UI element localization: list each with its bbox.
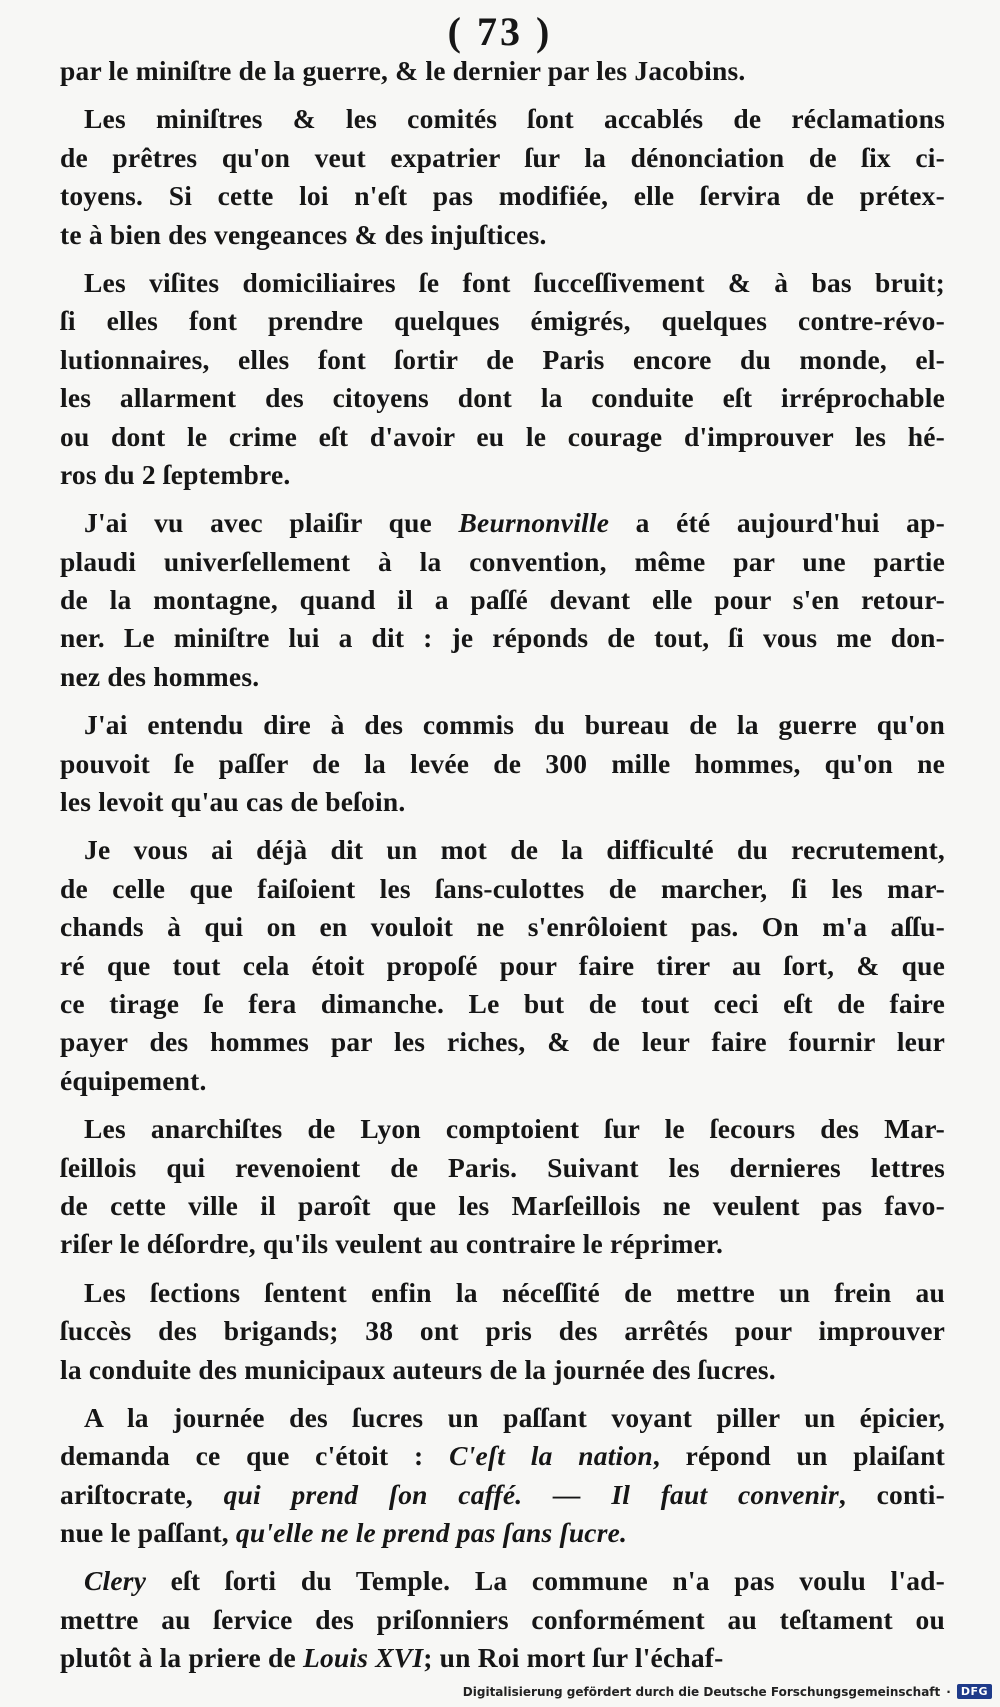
text-segment: ſi elles font prendre quelques émigrés, quelques contre-révo-	[60, 305, 945, 337]
paragraph-gap	[60, 821, 945, 831]
text-line	[60, 1399, 945, 1437]
text-line	[60, 1514, 945, 1552]
paragraph-gap	[60, 494, 945, 504]
text-segment: Les ſections ſentent enfin la néceſſité de mettre un frein au	[84, 1276, 945, 1308]
text-line	[60, 1639, 945, 1677]
text-segment: ner. Le miniſtre lui a dit : je réponds de tout, ſi vous me don-	[60, 622, 945, 654]
italic-text: Clery	[84, 1565, 147, 1597]
text-segment: te à bien des vengeances & des injuſtices.	[60, 218, 547, 250]
text-segment: la conduite des municipaux auteurs de la journée des ſucres.	[60, 1353, 776, 1385]
italic-text: qu'elle ne le prend pas ſans ſucre.	[235, 1517, 628, 1549]
italic-text: qui prend ſon caffé. — Il faut convenir	[223, 1478, 839, 1510]
text-line	[60, 504, 945, 542]
text-segment: de celle que faiſoient les ſans-culottes de marcher, ſi les mar-	[60, 872, 945, 904]
text-line	[60, 1225, 945, 1263]
text-segment: ré que tout cela étoit propoſé pour faire tirer au ſort, & que	[60, 949, 945, 981]
text-line	[60, 264, 945, 302]
text-line	[60, 177, 945, 215]
text-line	[60, 1562, 945, 1600]
text-line	[60, 1110, 945, 1148]
paragraph	[60, 264, 945, 494]
text-segment: plaudi univerſellement à la convention, même par une partie	[60, 545, 945, 577]
paragraph	[60, 1399, 945, 1553]
credit-text: Digitalisierung gefördert durch die Deutsche Forschungsgemeinschaft	[462, 1684, 941, 1699]
text-line	[60, 100, 945, 138]
paragraph-gap	[60, 254, 945, 264]
text-line	[60, 706, 945, 744]
text-line	[60, 1062, 945, 1100]
text-segment: ſeillois qui revenoient de Paris. Suivant les dernieres lettres	[60, 1151, 945, 1183]
text-segment: ou dont le crime eſt d'avoir eu le courage d'improuver les hé-	[60, 420, 945, 452]
paragraph-gap	[60, 90, 945, 100]
credit-separator: ·	[946, 1684, 951, 1699]
paragraph	[60, 100, 945, 254]
text-line	[60, 1187, 945, 1225]
paragraph-gap	[60, 1552, 945, 1562]
text-line	[60, 947, 945, 985]
text-segment: , répond un plaiſant	[652, 1440, 945, 1472]
text-line	[60, 783, 945, 821]
paragraph	[60, 831, 945, 1100]
text-segment: de prêtres qu'on veut expatrier ſur la dénonciation de ſix ci-	[60, 141, 945, 173]
text-line	[60, 619, 945, 657]
text-line	[60, 543, 945, 581]
text-segment: Je vous ai déjà dit un mot de la difficulté du recrutement,	[84, 834, 945, 866]
text-line	[60, 581, 945, 619]
body-text	[60, 52, 945, 1678]
text-segment: nez des hommes.	[60, 660, 260, 692]
text-segment: équipement.	[60, 1064, 207, 1096]
text-segment: eſt ſorti du Temple. La commune n'a pas voulu l'ad-	[146, 1565, 945, 1597]
text-line	[60, 985, 945, 1023]
text-segment: les levoit qu'au cas de beſoin.	[60, 786, 406, 818]
italic-text: Louis XVI	[302, 1642, 424, 1674]
text-segment: a été aujourd'hui ap-	[609, 507, 945, 539]
text-segment: Les anarchiſtes de Lyon comptoient ſur le ſecours des Mar-	[84, 1113, 945, 1145]
text-line	[60, 1351, 945, 1389]
paragraph	[60, 1110, 945, 1264]
paragraph	[60, 706, 945, 821]
text-segment: J'ai vu avec plaiſir que	[84, 507, 459, 539]
italic-text: C'eſt la nation	[449, 1440, 653, 1472]
text-segment: ce tirage ſe fera dimanche. Le but de tout ceci eſt de faire	[60, 987, 945, 1019]
text-line	[60, 1601, 945, 1639]
text-line	[60, 456, 945, 494]
text-line	[60, 870, 945, 908]
text-line	[60, 418, 945, 456]
italic-text: Beurnonville	[458, 507, 610, 539]
text-segment: mettre au ſervice des priſonniers conformément au teſtament ou	[60, 1603, 945, 1635]
text-segment: par le miniſtre de la guerre, & le dernier par les Jacobins.	[60, 55, 746, 86]
text-line	[60, 52, 945, 90]
text-line	[60, 379, 945, 417]
text-segment: Les miniſtres & les comités ſont accablés de réclamations	[84, 103, 945, 135]
text-segment: lutionnaires, elles font ſortir de Paris encore du monde, el-	[60, 343, 945, 375]
text-line	[60, 831, 945, 869]
paragraph-gap	[60, 1100, 945, 1110]
text-line	[60, 745, 945, 783]
text-segment: de cette ville il paroît que les Marſeillois ne veulent pas favo-	[60, 1189, 945, 1221]
paragraph	[60, 52, 945, 90]
page-number: ( 73 )	[447, 9, 553, 54]
text-segment: de la montagne, quand il a paſſé devant elle pour s'en retour-	[60, 584, 945, 616]
text-line	[60, 1149, 945, 1187]
text-line	[60, 139, 945, 177]
text-line	[60, 908, 945, 946]
text-segment: J'ai entendu dire à des commis du bureau de la guerre qu'on	[84, 709, 945, 741]
dfg-logo-icon: DFG	[957, 1684, 992, 1699]
text-line	[60, 1476, 945, 1514]
text-line	[60, 1312, 945, 1350]
text-segment: riſer le déſordre, qu'ils veulent au contraire le réprimer.	[60, 1228, 724, 1260]
paragraph-gap	[60, 696, 945, 706]
text-line	[60, 216, 945, 254]
text-segment: les allarment des citoyens dont la conduite eſt irréprochable	[60, 382, 945, 414]
text-segment: , conti-	[838, 1478, 945, 1510]
text-segment: ; un Roi mort ſur l'échaf-	[423, 1642, 724, 1674]
text-line	[60, 658, 945, 696]
text-segment: chands à qui on en vouloit ne s'enrôloient pas. On m'a aſſu-	[60, 911, 945, 943]
text-segment: demanda ce que c'étoit :	[60, 1440, 450, 1472]
text-segment: payer des hommes par les riches, & de leur faire fournir leur	[60, 1026, 945, 1058]
text-segment: ſuccès des brigands; 38 ont pris des arrêtés pour improuver	[60, 1315, 945, 1347]
text-segment: ros du 2 ſeptembre.	[60, 458, 291, 490]
text-line	[60, 341, 945, 379]
text-line	[60, 302, 945, 340]
text-segment: pouvoit ſe paſſer de la levée de 300 mille hommes, qu'on ne	[60, 747, 945, 779]
paragraph-gap	[60, 1264, 945, 1274]
text-segment: A la journée des ſucres un paſſant voyant piller un épicier,	[84, 1401, 945, 1433]
text-segment: toyens. Si cette loi n'eſt pas modifiée, elle ſervira de prétex-	[60, 180, 945, 212]
paragraph	[60, 1562, 945, 1677]
text-segment: Les viſites domiciliaires ſe font ſucceſſivement & à bas bruit;	[84, 266, 945, 298]
paragraph-gap	[60, 1389, 945, 1399]
paragraph	[60, 504, 945, 696]
text-line	[60, 1274, 945, 1312]
text-segment: plutôt à la priere de	[60, 1642, 303, 1674]
text-line	[60, 1437, 945, 1475]
text-line	[60, 1023, 945, 1061]
text-segment: ariſtocrate,	[60, 1478, 224, 1510]
text-segment: nue le paſſant,	[60, 1517, 236, 1549]
digitization-credit	[463, 1684, 992, 1699]
paragraph	[60, 1274, 945, 1389]
